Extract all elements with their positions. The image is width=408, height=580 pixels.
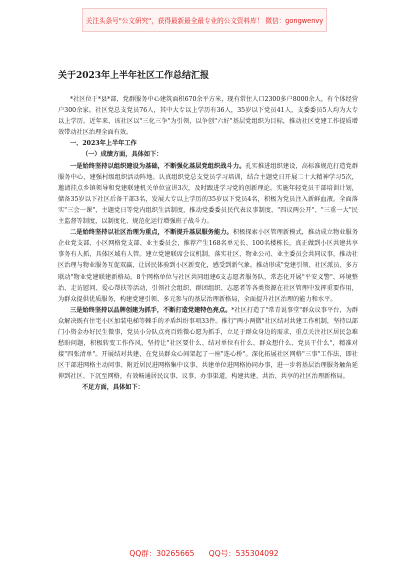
body-paragraph [58, 227, 358, 305]
footer-qq-group: QQ群：30265665 [129, 549, 195, 558]
body-paragraph: *社区位于*县*部，党群服务中心建筑面积670余平方米，现有常住人口2300多户8000余人，有个体经营户300余家。社区党总支党员76人，其中大专以上学历有36人，35岁以下党员41人，支委委员5人均为大专以上学历。近年来，该社区以"三化三争"为引领，以争创"六好"基层党组织为目标，推动社区党建工作提质增效带动社区治理全面有效。 [58, 96, 358, 137]
paragraph-text: 孔实推进组织建设，高标准规范打造党群服务中心，建强村级组织活动阵地。认真组织党总支党员学习培训，结合主题党日开展二十大精神学习5次，邀请挂点乡镇领导和党建联建机关单位宣讲3次，及时跟进学习党的创新理论。实施年轻党员干部培训计划，储备35岁以下社区后备干部3名，发展大专以上学历的35岁以下党员4名，积极为党员注入新鲜血液。全面落实"三会一课"，主题党日等党内组织生活制度，推动党委委员民代表议事制度、"四议两公开"、"三重一大"民主监督等制度，以制度化、规范化运行增强班子战斗力。 [58, 162, 359, 226]
paragraph-lead: 二是始终坚持以社区治理为重点，不断提升基层服务能力。 [70, 229, 233, 237]
subsection-heading: （一）成绩方面，具体如下： [82, 151, 163, 159]
paragraph-lead: 三是始终坚持以品牌创建为抓手，不断打造党建特色亮点。 [70, 306, 232, 314]
body-paragraph [58, 305, 358, 383]
document-title: 关于2023年上半年社区工作总结汇报 [58, 71, 210, 81]
footer-contact [0, 548, 408, 559]
section-heading: 一、2023年上半年工作 [70, 140, 137, 148]
body-paragraph [58, 161, 358, 228]
document-body [58, 94, 358, 394]
footer-qq-number: QQ号：535304092 [208, 549, 279, 558]
subsection-heading: 不足方面，具体如下： [82, 384, 144, 392]
promo-banner[interactable]: 关注头条号"公文研究"，获得最新最全最专业的公文资料库！ 微信：gongwenvy [82, 8, 327, 32]
paragraph-text: *社区打造了"常青说事堂"群众议事平台，为群众解决既有住宅小区加装电梯等棘手的矛盾纠纷事项33件。推行"两小两微"社区结对共建工作机制，坚持以部门小资金办好民生微事，党员小分队点亮百姓微心愿为抓手，立足于群众身边的需求，重点关注社区居民急难愁盼问题，积极转变工作作风，坚持让"社区要什么、结对单位有什么、群众想什么、党员干什么"，精准对接"四张清单"。开展结对共建，在党员群众心间架起了一座"连心桥"。深化拓展社区网格"三事"工作法，即社区干部进网格主动问事、附近居民进网格集中议事、共建单位进网格协同办事，进一步将基层治理服务触角延伸到社区、下沉至网格，有效畅通居民议事、议事、办事渠道，构建共建、共治、共享的社区治理新格局。 [58, 306, 358, 381]
paragraph-lead: 一是始终坚持以组织建设为基础，不断强化基层党组织战斗力。 [70, 162, 246, 170]
paragraph-text: 积极探索小区管理新模式，推动成立物业服务企业党支部、小区网格党支部、业主委员会，推荐产生168名单元长、100名楼栋长，真正做到小区共建共享事务有人抓，具体区域有人管。建立党建联席会议机制，落实社区、物业公司、业主委员会共同议事，推动社区治理与物业服务互促双赢，让居民体验到小区新变化，感受到新气象。推动形成"党建引领、社区派员、多方联动"物业党建联建新格局。8个网格单位与社区共同组建6支志愿者服务队，常态化开展"平安义警"、环境整治、走访慰问、爱心帮扶等活动，引领社会组织、群团组织、志愿者等各类资源在社区管理中发挥重要作用，为群众提供优质服务，构建党建引领、多元参与的基层治理新格局，全面提升社区治理的能力和水平。 [58, 229, 359, 303]
